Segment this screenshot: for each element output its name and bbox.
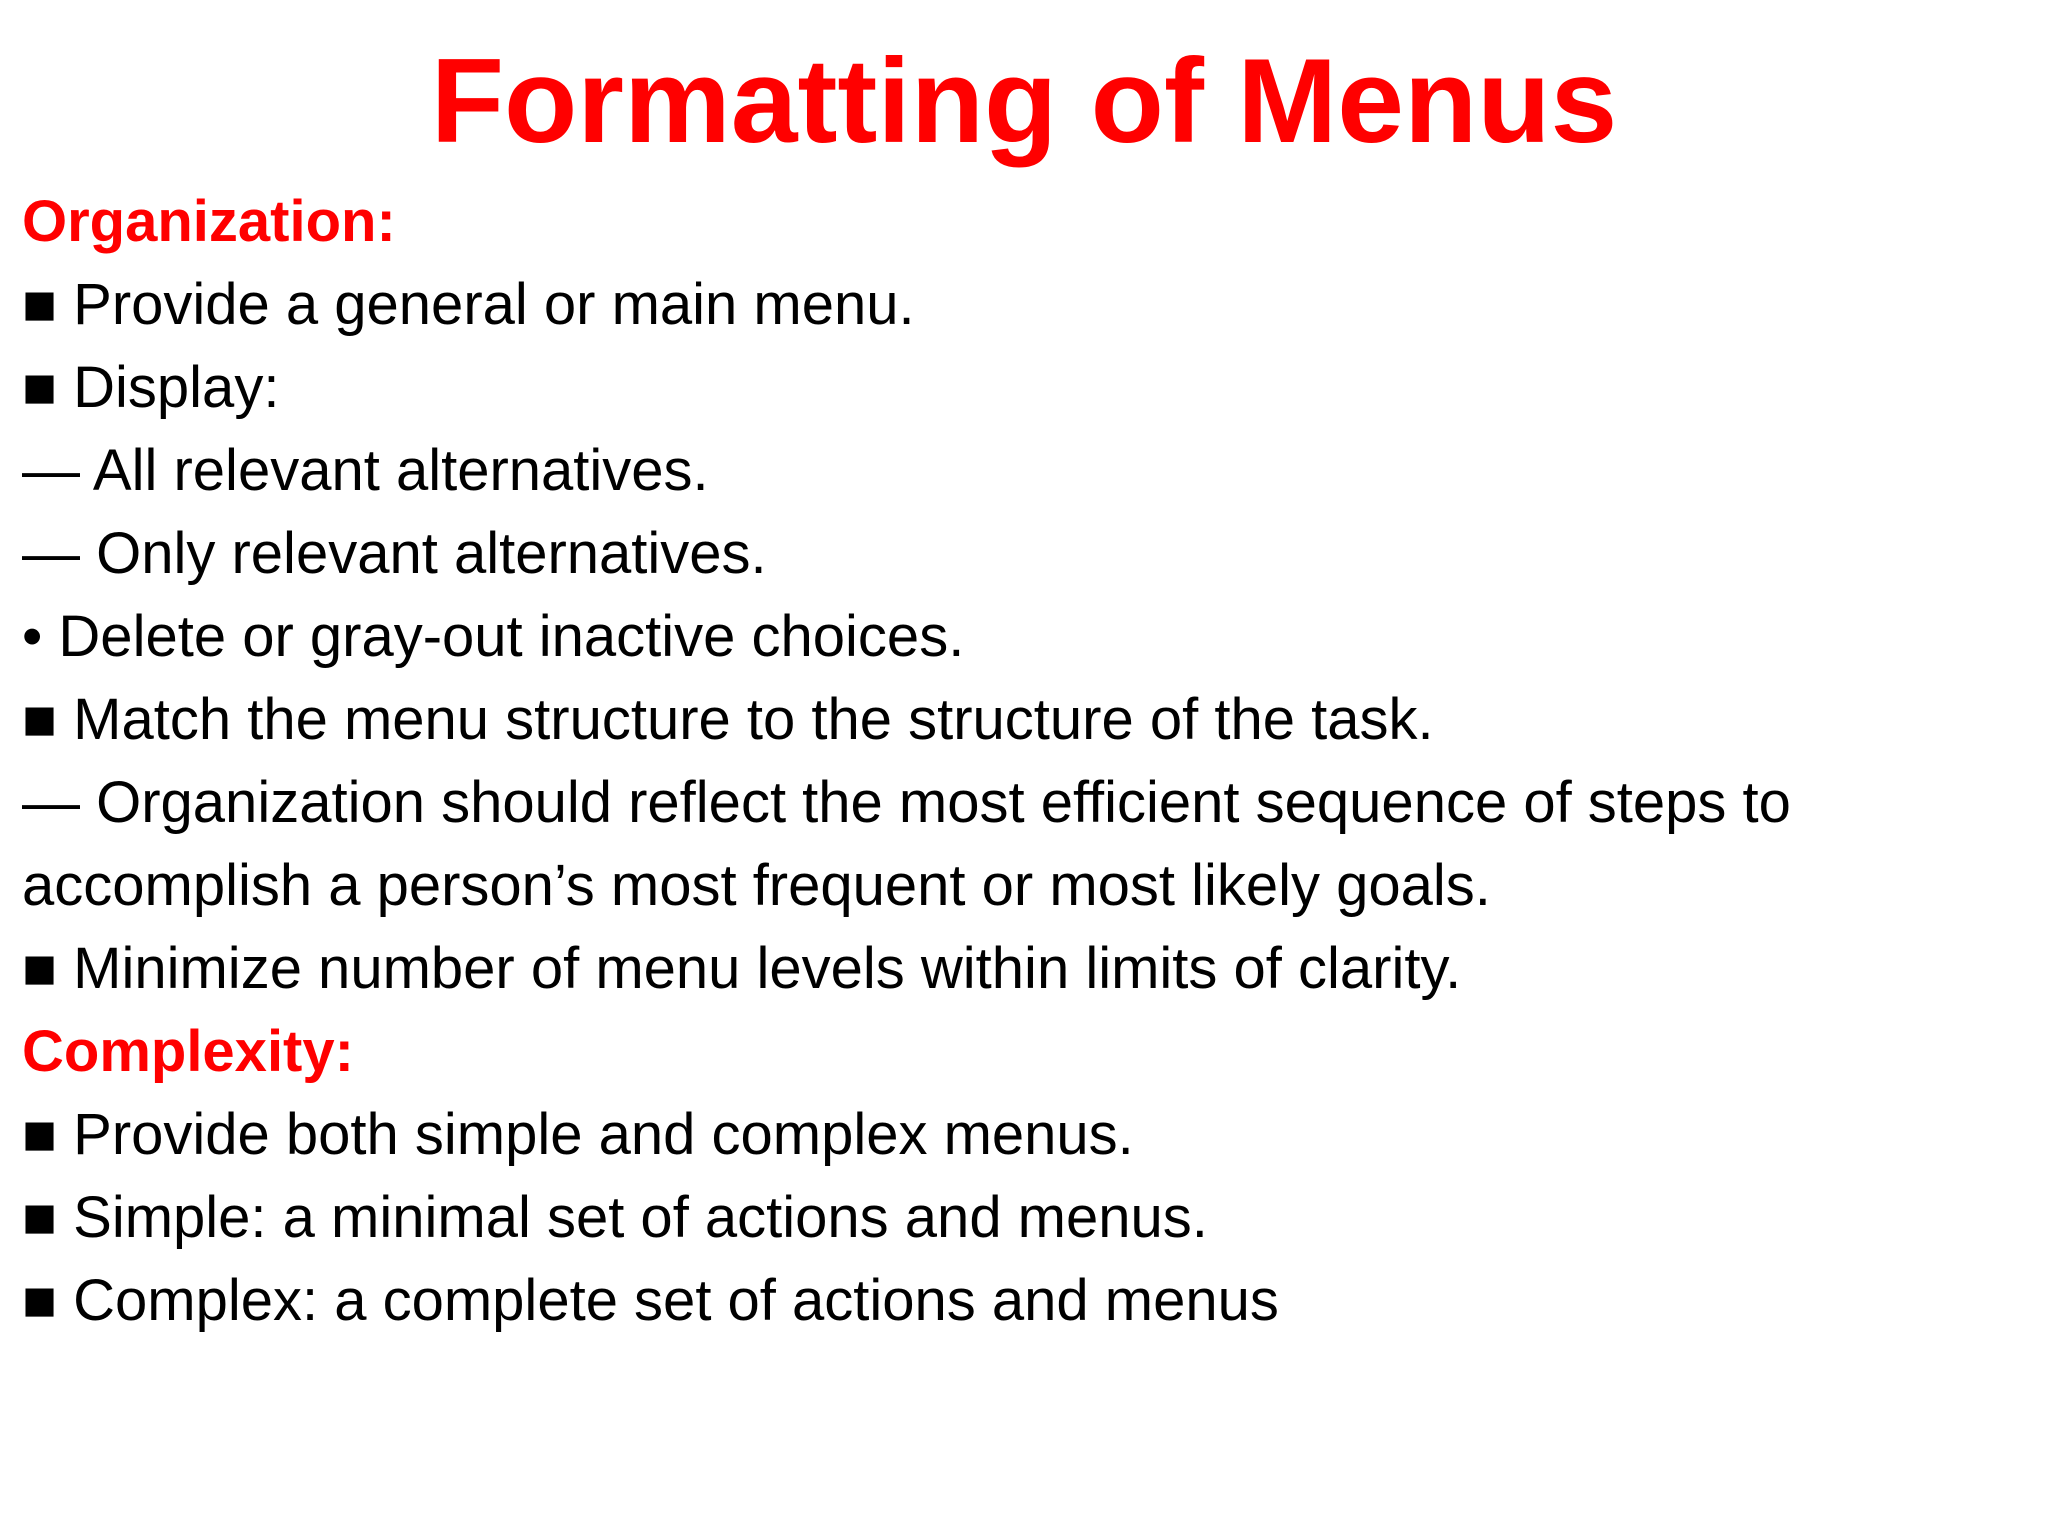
bullet-provide-main-menu: ■ Provide a general or main menu. [22, 272, 915, 337]
slide-body [22, 180, 2012, 1342]
subbullet-all-relevant: — All relevant alternatives. [22, 438, 709, 503]
subbullet-gray-out: • Delete or gray-out inactive choices. [22, 604, 965, 669]
bullet-match-structure: ■ Match the menu structure to the structure of the task. [22, 687, 1434, 752]
bullet-complex: ■ Complex: a complete set of actions and menus [22, 1268, 1279, 1333]
bullet-display: ■ Display: [22, 355, 280, 420]
slide-title: Formatting of Menus [430, 34, 1618, 168]
bullet-simple: ■ Simple: a minimal set of actions and menus. [22, 1185, 1208, 1250]
subbullet-organization-reflect: — Organization should reflect the most efficient sequence of steps to [22, 770, 1791, 835]
subbullet-only-relevant: — Only relevant alternatives. [22, 521, 767, 586]
bullet-minimize-levels: ■ Minimize number of menu levels within limits of clarity. [22, 936, 1462, 1001]
subbullet-organization-reflect-cont: accomplish a person’s most frequent or most likely goals. [22, 853, 1491, 918]
section-heading-complexity: Complexity: [22, 1019, 354, 1084]
bullet-simple-complex: ■ Provide both simple and complex menus. [22, 1102, 1134, 1167]
section-heading-organization: Organization: [22, 189, 396, 254]
